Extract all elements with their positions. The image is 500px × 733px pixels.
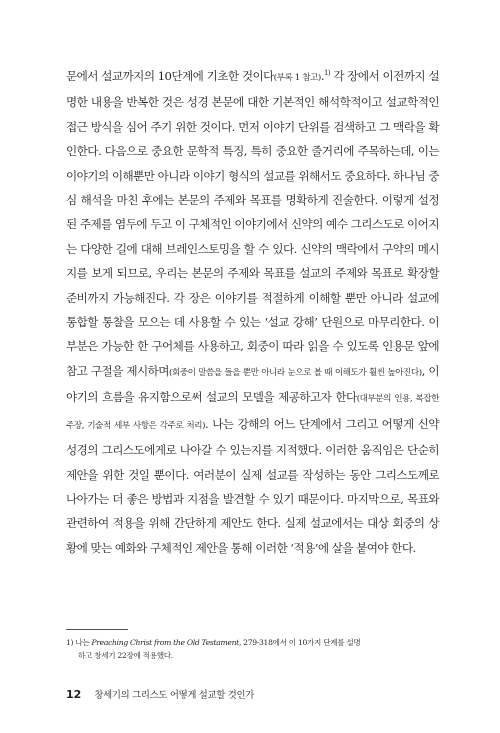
running-title: 창세기의 그리스도 어떻게 설교할 것인가 (94, 690, 254, 701)
body-sentence-1: 문에서 설교까지의 10단계에 기초한 것이다 (66, 69, 274, 83)
footnote-marker: 1) (66, 638, 74, 647)
sentence-end: . (320, 69, 324, 83)
page-number: 12 (66, 688, 82, 701)
body-text (66, 64, 439, 560)
body-sentence-2: 각 장에서 이전까지 설명한 내용을 반복한 것은 성경 본문에 대한 기본적인 해석학적이고 설교학적인 접근 방식을 심어 주기 위한 것이다. 먼저 이야기 단위를 검색하고 그 맥락을 확인한다. 다음으로 중요한 문학적 특징, 특히 중요한 줄거리에 주목하는데, 이는 이야기의 이해뿐만 아니라 이야기 형식의 설교를 위해서도 중요하다. 하나님 중심 해석을 마친 후에는 본문의 주제와 목표를 명확하게 진술한다. 이렇게 설정된 주제를 염두에 두고 이 구체적인 이야기에서 신약의 예수 그리스도로 이어지는 다양한 길에 대해 브레인스토밍을 할 수 있다. 신약의 맥락에서 구약의 메시지를 보게 되므로, 우리는 본문의 주제와 목표를 설교의 주제와 목표로 확장할 준비까지 가능해진다. 각 장은 이야기를 적절하게 이해할 뿐만 아니라 설교에 통합할 통찰을 모으는 데 사용할 수 있는 ‘설교 강해’ 단원으로 마무리한다. 이 부분은 가능한 한 구어체를 사용하고, 회중이 따라 읽을 수 있도록 인용문 앞에 참고 구절을 제시하며 (66, 69, 439, 378)
footnote-reference-1[interactable]: 1) (323, 69, 331, 78)
parenthetical-note-footnotes: (대부분의 인용, 복잡한 주장, 기술적 세부 사항은 각주로 처리) (66, 394, 439, 431)
page-footer (66, 683, 254, 702)
body-sentence-3: , 이야기의 흐름을 유지함으로써 설교의 모델을 제공하고자 한다 (66, 363, 439, 405)
footnote-1 (66, 636, 416, 662)
footnote-line-2: 하고 창세기 22장에 적용했다. (78, 651, 173, 660)
footnote-text-post: , 279-318에서 이 10가지 단계를 설명 (238, 638, 361, 647)
body-sentence-4: . 나는 강해의 어느 단계에서 그리고 어떻게 신약 성경의 그리스도에게로 나아갈 수 있는지를 지적했다. 이러한 움직임은 단순히 제안을 위한 것일 뿐이다. 여러분이 실제 설교를 작성하는 동안 그리스도께로 나아가는 더 좋은 방법과 지점을 발견할 수 있기 때문이다. 마지막으로, 목표와 관련하여 적용을 위해 간단하게 제안도 한다. 실제 설교에서는 대상 회중의 상황에 맞는 예화와 구체적인 제안을 통해 이러한 ‘적용’에 살을 붙여야 한다. (66, 416, 439, 555)
footnote-line-1 (66, 636, 416, 649)
footnote-text-pre: 나는 (75, 638, 92, 647)
appendix-reference: (부록 1 참고) (273, 73, 321, 83)
parenthetical-note-congregation: (회중이 말씀을 들을 뿐만 아니라 눈으로 볼 때 이해도가 훨씬 높아진다) (168, 367, 422, 378)
footnote-divider (66, 629, 128, 630)
footnote-book-title: Preaching Christ from the Old Testament (91, 638, 239, 647)
body-paragraph (66, 64, 439, 560)
